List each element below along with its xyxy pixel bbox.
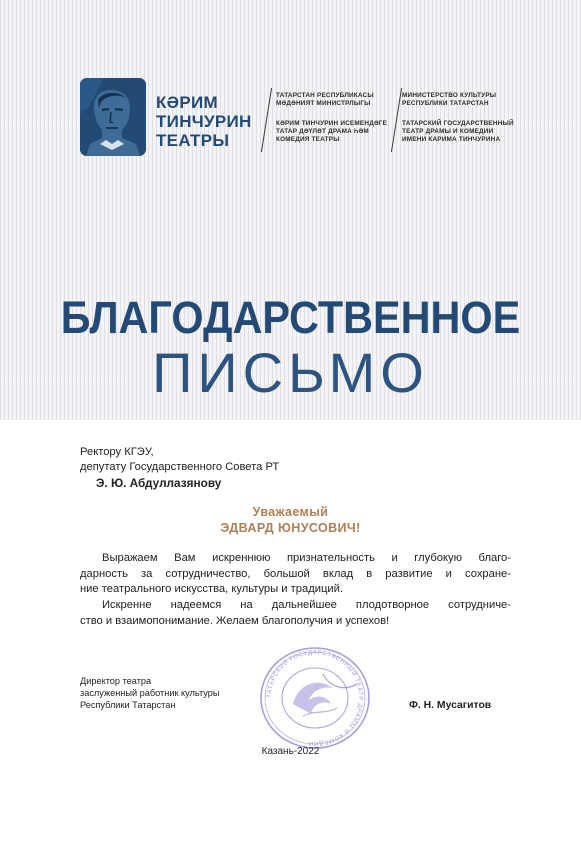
russian-theatre-text	[402, 120, 514, 145]
greeting-line-1: Уважаемый	[252, 505, 329, 519]
body-paragraph-2	[80, 598, 511, 629]
round-seal-icon	[253, 644, 377, 757]
signatory-position-line-2: заслуженный работник культуры	[80, 688, 220, 698]
logo-line-2: ТИНЧУРИН	[156, 112, 252, 131]
portrait-icon	[80, 78, 146, 156]
signatory-position-line-1: Директор театра	[80, 676, 152, 686]
theatre-logo-portrait	[80, 78, 146, 156]
tatar-theatre-line-1: КӘРИМ ТИНЧУРИН ИСЕМЕНДӘГЕ	[276, 120, 388, 127]
signatory-position-line-3: Республики Татарстан	[80, 700, 176, 710]
tatar-ministry-line-2: МӘДӘНИЯТ МИНИСТРЛЫГЫ	[276, 100, 371, 108]
title-line-2: ПИСЬМО	[152, 341, 429, 404]
place-and-date: Казань-2022	[261, 746, 320, 757]
body-p1-line-3: ние театрального искусства, культуры и традиций.	[80, 583, 343, 596]
theatre-logo-wordmark	[156, 93, 252, 150]
recipient-line-2: депутату Государственного Совета РТ	[80, 461, 280, 473]
russian-ministry-text	[402, 92, 496, 108]
body-p2-line-2: ство и взаимопонимание. Желаем благополучия и успехов!	[80, 614, 390, 627]
body-p1-line-2: дарность за сотрудничество, большой вклад в развитие и сохране-	[80, 567, 511, 580]
body-paragraph-1	[80, 551, 511, 598]
logo-line-1: КӘРИМ	[156, 93, 218, 112]
tatar-theatre-line-3: КОМЕДИЯ ТЕАТРЫ	[276, 136, 340, 144]
greeting-line-2: ЭДВАРД ЮНУСОВИЧ!	[220, 521, 361, 535]
tatar-theatre-text	[276, 120, 387, 145]
title-line-1: БЛАГОДАРСТВЕННОЕ	[60, 292, 521, 343]
russian-theatre-line-3: ИМЕНИ КАРИМА ТИНЧУРИНА	[402, 136, 501, 144]
russian-theatre-line-2: ТЕАТР ДРАМЫ И КОМЕДИИ	[402, 128, 494, 136]
body-p2-line-1: Искренне надеемся на дальнейшее плодотворное сотрудниче-	[102, 599, 511, 611]
body-p1-line-1: Выражаем Вам искреннюю признательность и глубокую благо-	[102, 552, 511, 564]
seal-text: ТАТАРСКИЙ ГОСУДАРСТВЕННЫЙ ТЕАТР ДРАМЫ И КОМЕДИИ	[265, 648, 365, 748]
russian-ministry-line-1: МИНИСТЕРСТВО КУЛЬТУРЫ	[402, 92, 497, 99]
russian-theatre-line-1: ТАТАРСКИЙ ГОСУДАРСТВЕННЫЙ	[402, 120, 514, 127]
recipient-name: Э. Ю. Абдуллазянову	[96, 476, 222, 490]
tatar-ministry-text	[276, 92, 374, 108]
signatory-name: Ф. Н. Мусагитов	[409, 700, 492, 711]
tatar-theatre-line-2: ТАТАР ДӘҮЛӘТ ДРАМА ҺӘМ	[276, 128, 369, 136]
tatar-ministry-line-1: ТАТАРСТАН РЕСПУБЛИКАСЫ	[276, 92, 374, 99]
russian-ministry-line-2: РЕСПУБЛИКИ ТАТАРСТАН	[402, 100, 489, 108]
recipient-line-1: Ректору КГЭУ,	[80, 446, 154, 458]
logo-line-3: ТЕАТРЫ	[156, 131, 230, 150]
